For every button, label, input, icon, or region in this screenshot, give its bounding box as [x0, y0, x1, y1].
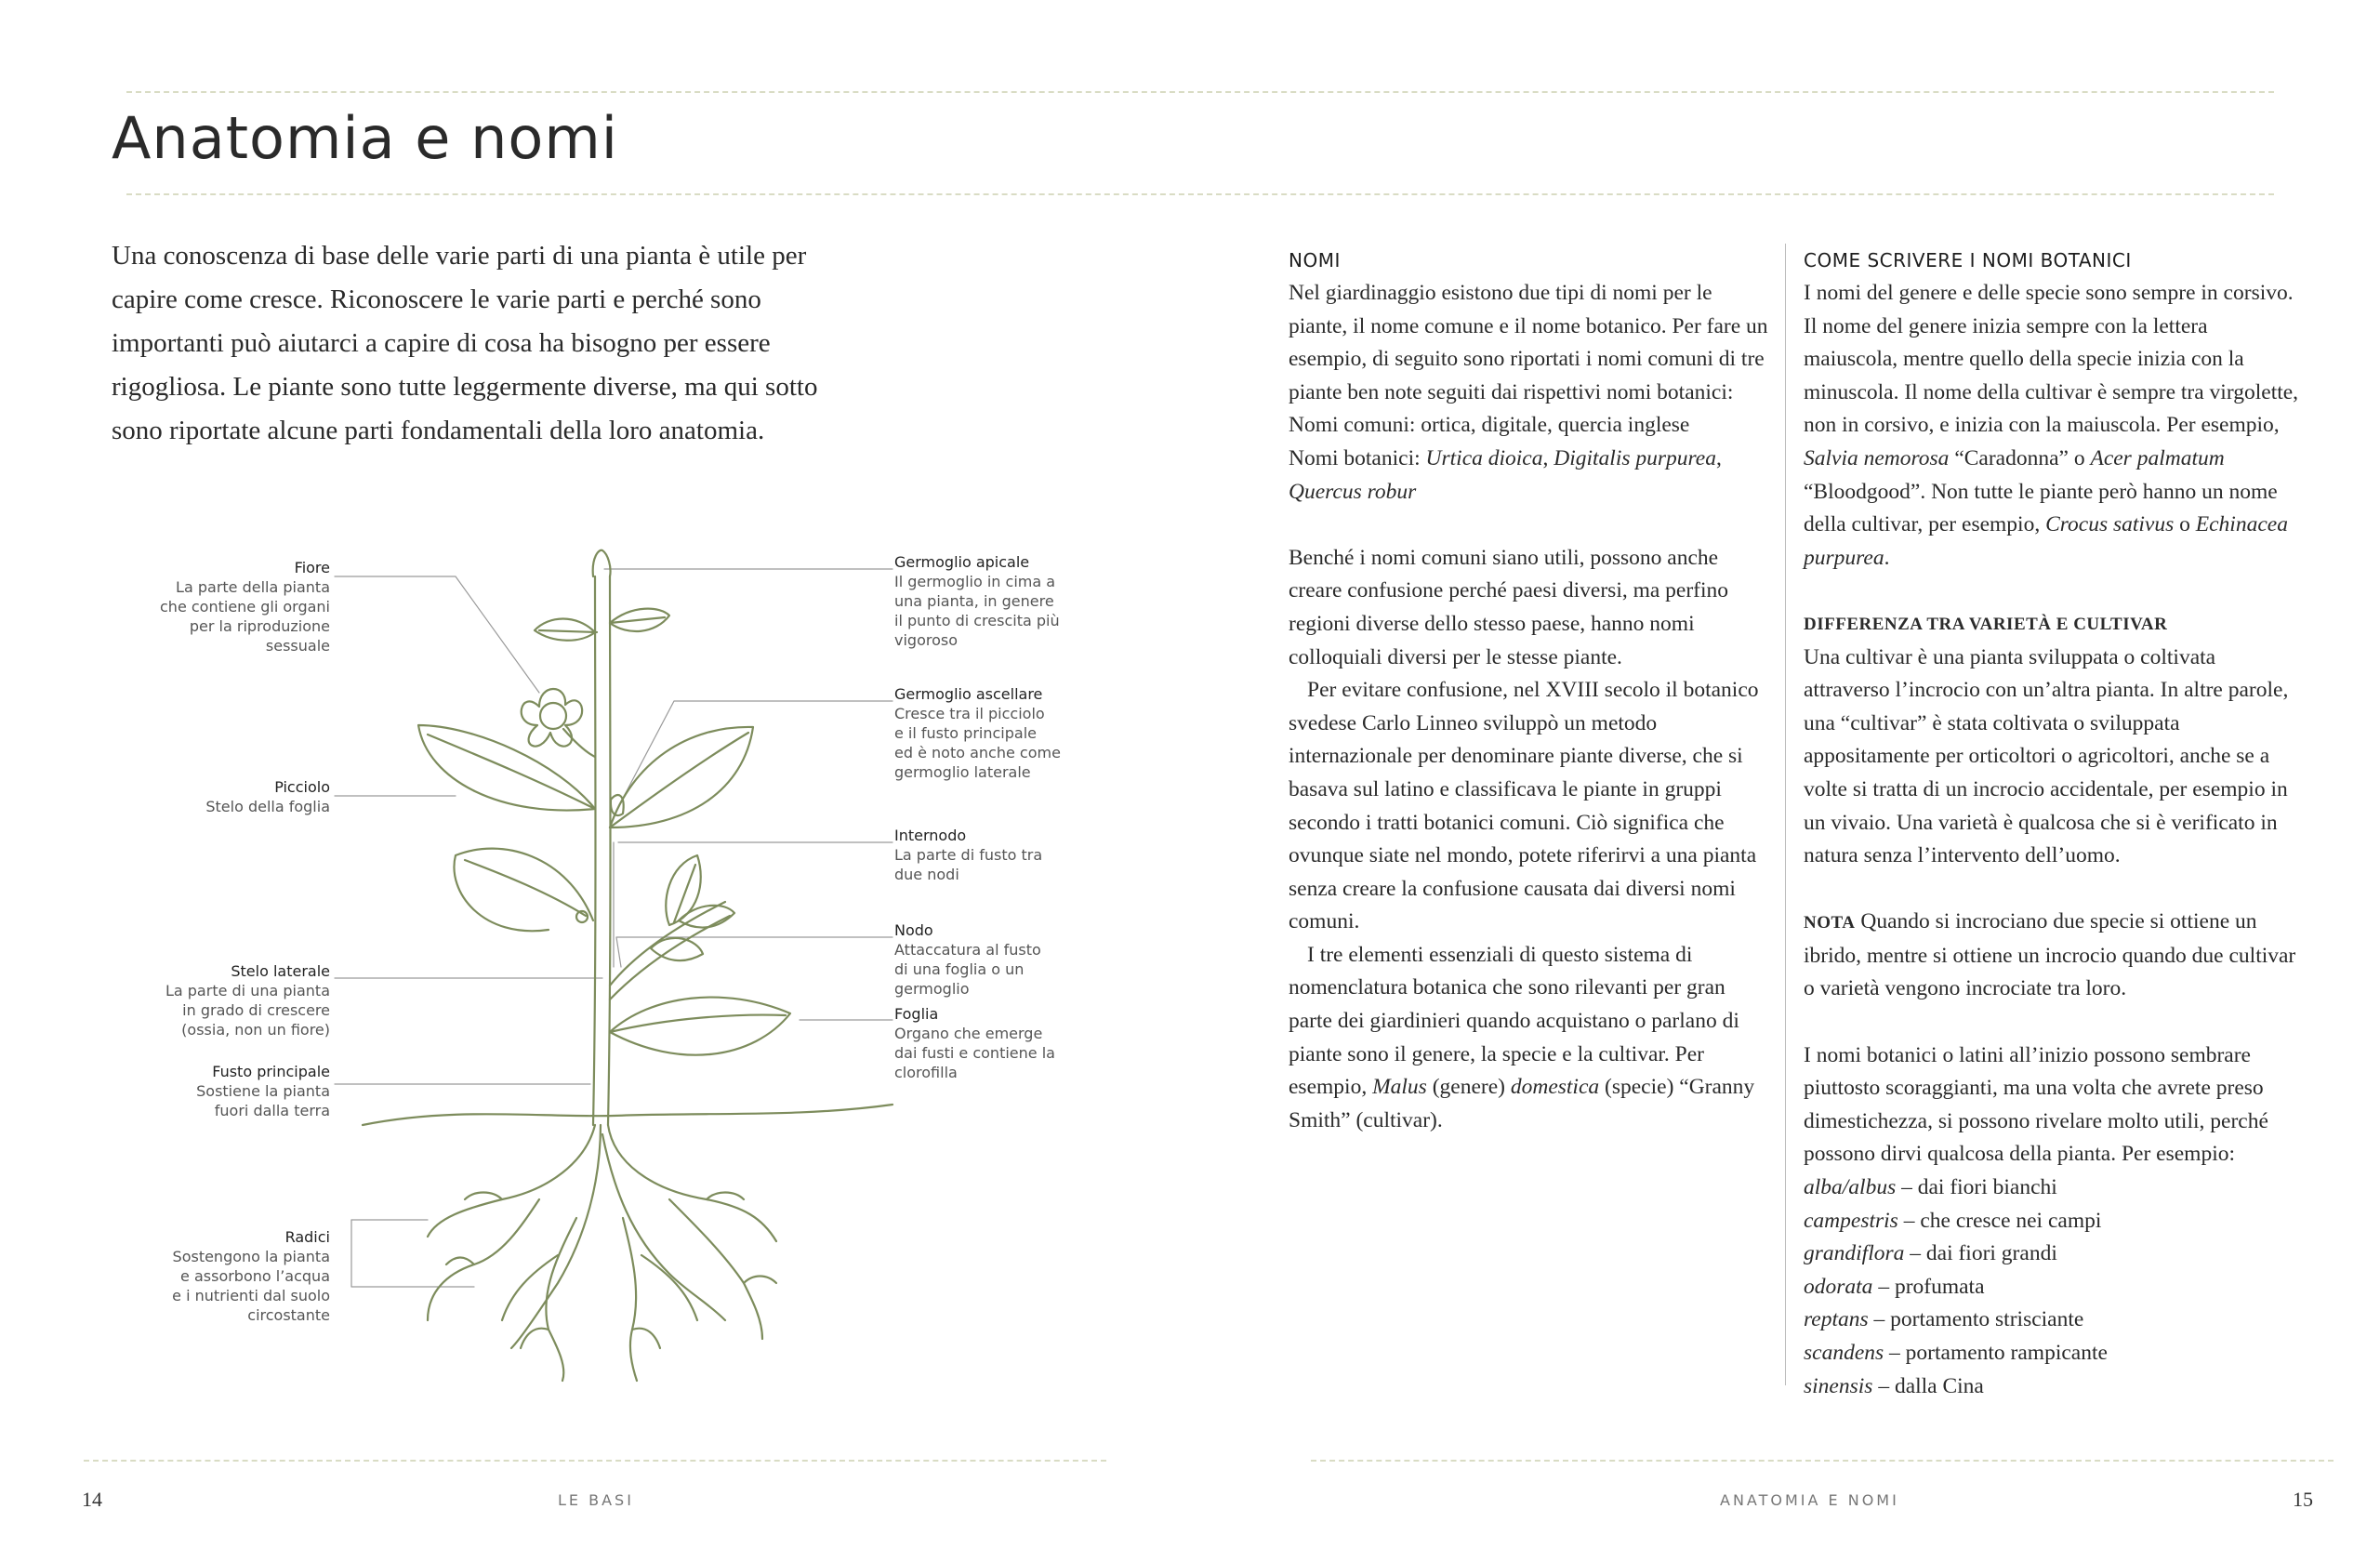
label-line: due nodi [894, 866, 959, 883]
page-number-left: 14 [82, 1488, 102, 1511]
section-heading-nomi: NOMI [1289, 249, 1341, 271]
label-title: Fiore [294, 559, 330, 576]
label-line: Sostiene la pianta [196, 1082, 330, 1100]
term-item [1804, 1304, 2306, 1337]
nomi-botanical-names: Nomi botanici: Urtica dioica, Digitalis purpurea, Quercus robur [1289, 445, 1722, 504]
flower [522, 689, 595, 757]
label-title: Fusto principale [212, 1063, 330, 1080]
label-line: che contiene gli organi [160, 598, 330, 616]
text-run: Quando si incrociano due specie si ottiene un ibrido, mentre si ottiene un incrocio quando due cultivar o varietà vengono incrociate tra loro. [1804, 909, 2296, 1001]
label-fiore [160, 558, 330, 655]
spacer [1289, 509, 1772, 542]
label-foglia [894, 1004, 1055, 1082]
label-line: clorofilla [894, 1064, 958, 1081]
column-nomi [1289, 244, 1772, 1137]
label-line: di una foglia o un [894, 960, 1025, 978]
axillary-bud [611, 795, 624, 815]
column-botanical [1804, 244, 2306, 1403]
term-item [1804, 1205, 2306, 1238]
label-line: il punto di crescita più [894, 612, 1060, 629]
term: sinensis [1804, 1373, 1873, 1398]
label-germoglio-apicale [894, 552, 1060, 650]
footer-section-left: LE BASI [558, 1491, 634, 1509]
term-item [1804, 1337, 2306, 1370]
spacer [1804, 575, 2306, 608]
label-internodo [894, 826, 1042, 884]
nomi-paragraph-4 [1289, 939, 1772, 1138]
text-run-italic: Crocus sativus [2045, 512, 2175, 537]
term-item [1804, 1370, 2306, 1404]
label-title: Internodo [894, 827, 967, 844]
label-picciolo [205, 777, 330, 816]
botanical-name: Quercus robur [1289, 479, 1417, 504]
label-line: per la riproduzione [189, 617, 330, 635]
column-divider [1785, 244, 1786, 1385]
text-run-italic: Salvia nemorosa [1804, 445, 1950, 470]
page-title: Anatomia e nomi [112, 104, 618, 172]
roots [428, 1125, 776, 1381]
main-stem [593, 576, 611, 1125]
section-heading-botanical: COME SCRIVERE I NOMI BOTANICI [1804, 249, 2132, 271]
label-line: Stelo della foglia [205, 798, 330, 815]
term-item [1804, 1172, 2306, 1205]
label-line: Attaccatura al fusto [894, 941, 1041, 959]
label-line: germoglio [894, 980, 970, 998]
term-meaning: – che cresce nei campi [1897, 1208, 2102, 1233]
nomi-paragraph-1: Nel giardinaggio esistono due tipi di nomi per le piante, il nome comune e il nome botanico. Per fare un esempio, di seguito sono riportati i nomi comuni di tre piante ben note seguiti dai rispettivi nomi botanici: [1289, 281, 1768, 404]
label-nodo [894, 920, 1041, 999]
label-line: e i nutrienti dal suolo [172, 1287, 330, 1304]
term: odorata [1804, 1274, 1873, 1299]
label-stelo-laterale [165, 961, 330, 1039]
intro-paragraph: Una conoscenza di base delle varie parti di una pianta è utile per capire come cresce. Riconoscere le varie parti e perché sono importanti può aiutarci a capire di cosa ha bisogno per essere rigogliosa. Le piante sono tutte leggermente diverse, ma qui sotto sono riportate alcune parti fondamentali della loro anatomia. [112, 241, 818, 445]
term: campestris [1804, 1208, 1898, 1233]
label-line: sessuale [265, 637, 330, 655]
term-meaning: – portamento rampicante [1884, 1341, 2108, 1365]
text-run: I tre elementi essenziali di questo sistema di nomenclatura botanica che sono rilevanti per gran parte dei giardinieri quando acquistano o parlano di piante sono il genere, la specie e la cultivar. Per esempio, [1289, 942, 1739, 1100]
footer-section-right: ANATOMIA E NOMI [1720, 1491, 1899, 1509]
term-meaning: – dalla Cina [1872, 1373, 1984, 1398]
term-meaning: – dai fiori grandi [1904, 1241, 2057, 1266]
botanical-paragraph-3: I nomi botanici o latini all’inizio possono sembrare piuttosto scoraggianti, ma una volta che avrete preso dimestichezza, si possono rivelare molto utili, perché possono dirvi qualcosa della pianta. Per esempio: [1804, 1042, 2268, 1167]
text-run: (specie) “Granny Smith” (cultivar). [1289, 1075, 1755, 1132]
ground-line [363, 1105, 892, 1125]
term: scandens [1804, 1341, 1884, 1365]
label-line: circostante [247, 1306, 330, 1324]
label-line: Organo che emerge [894, 1025, 1043, 1042]
label-title: Stelo laterale [231, 962, 330, 980]
label-line: vigoroso [894, 631, 958, 649]
term-meaning: – profumata [1872, 1274, 1985, 1299]
label-line: La parte di una pianta [165, 982, 330, 999]
label-germoglio-ascellare [894, 684, 1061, 782]
footer-rule-left [84, 1460, 1106, 1462]
intro-text [112, 234, 855, 453]
plant-diagram [149, 549, 1097, 1385]
term-item [1804, 1238, 2306, 1271]
label-title: Foglia [894, 1005, 939, 1023]
nota-label: NOTA [1804, 913, 1856, 933]
top-rule [126, 91, 2274, 93]
label-line: una pianta, in genere [894, 592, 1054, 610]
nomi-paragraph-2: Benché i nomi comuni siano utili, possono anche creare confusione perché paesi diversi, ma perfino regioni diverse dello stesso paese, hanno nomi colloquiali diversi per le stesse piante. [1289, 545, 1729, 669]
label-title: Germoglio ascellare [894, 685, 1043, 703]
label-line: e il fusto principale [894, 724, 1037, 742]
spacer [1804, 873, 2306, 907]
spacer [1804, 1006, 2306, 1039]
label-line: e assorbono l’acqua [180, 1267, 330, 1285]
botanical-label: Nomi botanici: [1289, 445, 1426, 470]
text-run: o [2174, 512, 2196, 537]
term: reptans [1804, 1307, 1869, 1332]
term-meaning: – dai fiori bianchi [1896, 1175, 2057, 1200]
label-title: Germoglio apicale [894, 553, 1030, 571]
text-run: . [1884, 545, 1890, 570]
term-meaning: – portamento strisciante [1868, 1307, 2084, 1332]
label-line: Sostengono la pianta [172, 1248, 330, 1265]
page-number-right: 15 [2293, 1488, 2313, 1511]
term: grandiflora [1804, 1241, 1905, 1266]
label-line: in grado di crescere [182, 1001, 330, 1019]
text-run-italic: Acer palmatum [2090, 445, 2225, 470]
label-line: fuori dalla terra [214, 1102, 330, 1119]
text-run: (genere) [1426, 1075, 1511, 1100]
text-run-italic: Echinacea purpurea [1804, 512, 2288, 570]
label-title: Nodo [894, 921, 933, 939]
label-line: Il germoglio in cima a [894, 573, 1056, 590]
text-run: “Caradonna” o [1949, 445, 2091, 470]
term-item [1804, 1271, 2306, 1304]
label-line: La parte della pianta [176, 578, 330, 596]
text-run: I nomi del genere e delle specie sono sempre in corsivo. Il nome del genere inizia sempre con la lettera maiuscola, mentre quello della specie inizia con la minuscola. Il nome della cultivar è sempre tra virgolette, non in corsivo, e inizia con la maiuscola. Per esempio, [1804, 281, 2299, 438]
botanical-name: Digitalis purpurea [1554, 445, 1716, 470]
leaf-middle-left [454, 849, 593, 932]
label-title: Radici [284, 1228, 330, 1246]
botanical-name: Urtica dioica [1425, 445, 1543, 470]
label-line: (ossia, non un fiore) [181, 1021, 330, 1039]
title-rule [126, 193, 2274, 195]
label-radici [172, 1227, 330, 1325]
subheading-variety-cultivar: DIFFERENZA TRA VARIETÀ E CULTIVAR [1804, 614, 2168, 634]
side-branch [610, 902, 730, 999]
footer-rule-right [1311, 1460, 2334, 1462]
label-title: Picciolo [274, 778, 330, 796]
text-run-italic: Malus [1372, 1075, 1427, 1100]
label-line: La parte di fusto tra [894, 846, 1043, 864]
botanical-paragraph-2: Una cultivar è una pianta sviluppata o coltivata attraverso l’incrocio con un’altra pianta. In altre parole, una “cultivar” è stata coltivata o sviluppata appositamente per orticoltori o agricoltori, anche se a volte si tratta di un incrocio accidentale, per esempio in un vivaio. Una varietà è qualcosa che si è verificato in natura senza l’intervento dell’uomo. [1804, 644, 2289, 868]
term: alba/albus [1804, 1175, 1897, 1200]
nomi-paragraph-3: Per evitare confusione, nel XVIII secolo il botanico svedese Carlo Linneo sviluppò un metodo internazionale per denominare piante diverse, che si basava sul latino e classificava le piante in gruppi secondo i tratti botanici comuni. Ciò significa che ovunque siate nel mondo, potete riferirvi a una pianta senza creare la confusione causata dai diversi nomi comuni. [1289, 678, 1759, 934]
text-run-italic: domestica [1510, 1075, 1600, 1100]
label-line: germoglio laterale [894, 763, 1031, 781]
label-line: ed è noto anche come [894, 744, 1061, 761]
botanical-paragraph-1 [1804, 277, 2306, 575]
label-fusto-principale [196, 1062, 330, 1120]
nomi-common-names: Nomi comuni: ortica, digitale, quercia inglese [1289, 413, 1690, 438]
apical-bud [593, 550, 611, 576]
label-line: Cresce tra il picciolo [894, 705, 1045, 722]
label-line: dai fusti e contiene la [894, 1044, 1055, 1062]
text-run: “Bloodgood”. Non tutte le piante però hanno un nome della cultivar, per esempio, [1804, 479, 2278, 537]
nota-paragraph [1804, 906, 2306, 1006]
